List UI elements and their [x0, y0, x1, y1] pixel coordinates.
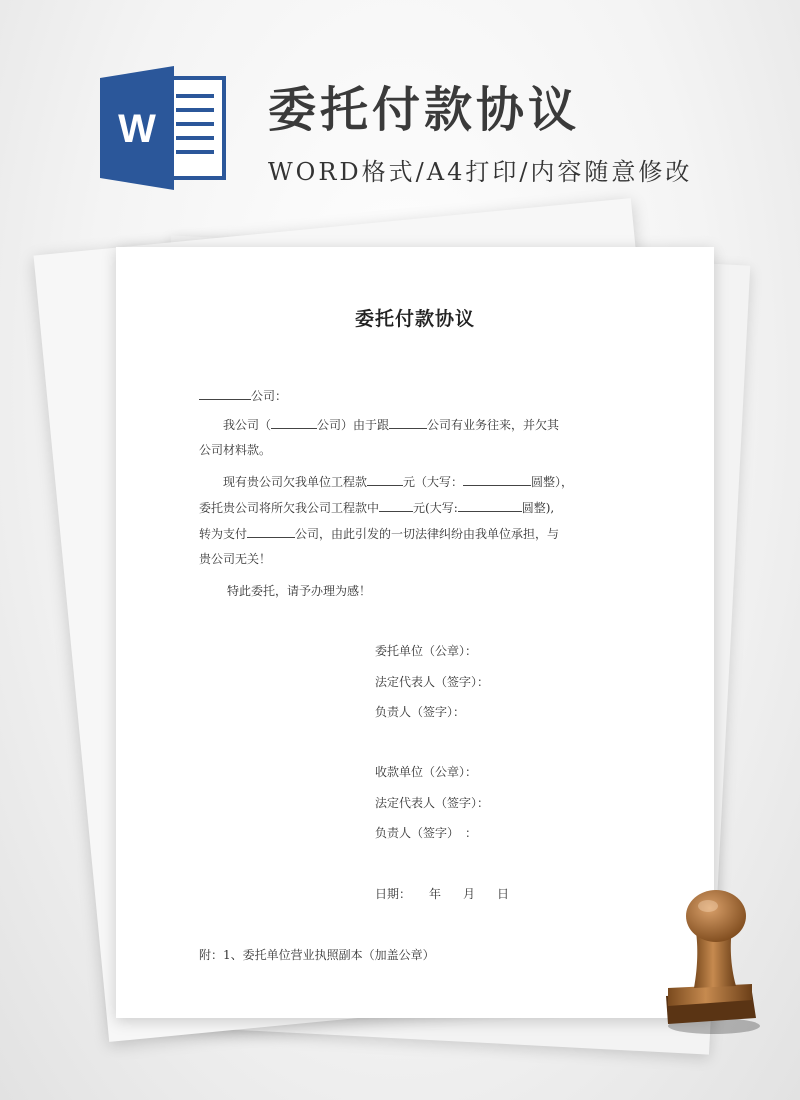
blank-field[interactable]	[199, 387, 251, 400]
paragraph-3: 特此委托，请予办理为感！	[227, 584, 372, 598]
sig1-legal-rep: 法定代表人（签字）：	[375, 675, 490, 689]
paragraph-2-line-2: 委托贵公司将所欠我公司工程款中 元(大写: 圆整),	[199, 501, 555, 515]
blank-field[interactable]	[458, 499, 522, 512]
paragraph-2-line-4: 贵公司无关！	[199, 552, 272, 566]
header-title: 委托付款协议	[268, 82, 581, 138]
word-logo-icon	[100, 66, 228, 190]
word-logo-letter: W	[118, 107, 156, 151]
paragraph-1-line-1: 我公司（ 公司）由于跟 公司有业务往来，并欠其	[223, 418, 560, 432]
addressee-line: 公司：	[199, 387, 287, 404]
header-subtitle: WORD格式/A4打印/内容随意修改	[268, 158, 693, 186]
sig1-unit: 委托单位（公章）：	[375, 644, 478, 658]
paragraph-2-line-3: 转为支付 公司，由此引发的一切法律纠纷由我单位承担，与	[199, 527, 560, 541]
paragraph-1-line-2: 公司材料款。	[199, 443, 272, 457]
paragraph-2-line-1: 现有贵公司欠我单位工程款 元（大写： 圆整），	[223, 475, 574, 489]
stamp-icon	[648, 876, 770, 1036]
document-page	[116, 247, 714, 1018]
blank-field[interactable]	[389, 416, 427, 429]
date-line: 日期： 年 月 日	[375, 887, 510, 901]
blank-field[interactable]	[247, 525, 295, 538]
sig2-unit: 收款单位（公章）：	[375, 765, 478, 779]
sig2-responsible: 负责人（签字） ：	[375, 826, 478, 840]
blank-field[interactable]	[367, 473, 403, 486]
sig2-legal-rep: 法定代表人（签字）：	[375, 796, 490, 810]
attachment-note: 附：1、委托单位营业执照副本（加盖公章）	[199, 948, 435, 962]
document-title: 委托付款协议	[354, 308, 475, 330]
sig1-responsible: 负责人（签字）：	[375, 705, 466, 719]
blank-field[interactable]	[271, 416, 317, 429]
blank-field[interactable]	[463, 473, 531, 486]
blank-field[interactable]	[379, 499, 413, 512]
